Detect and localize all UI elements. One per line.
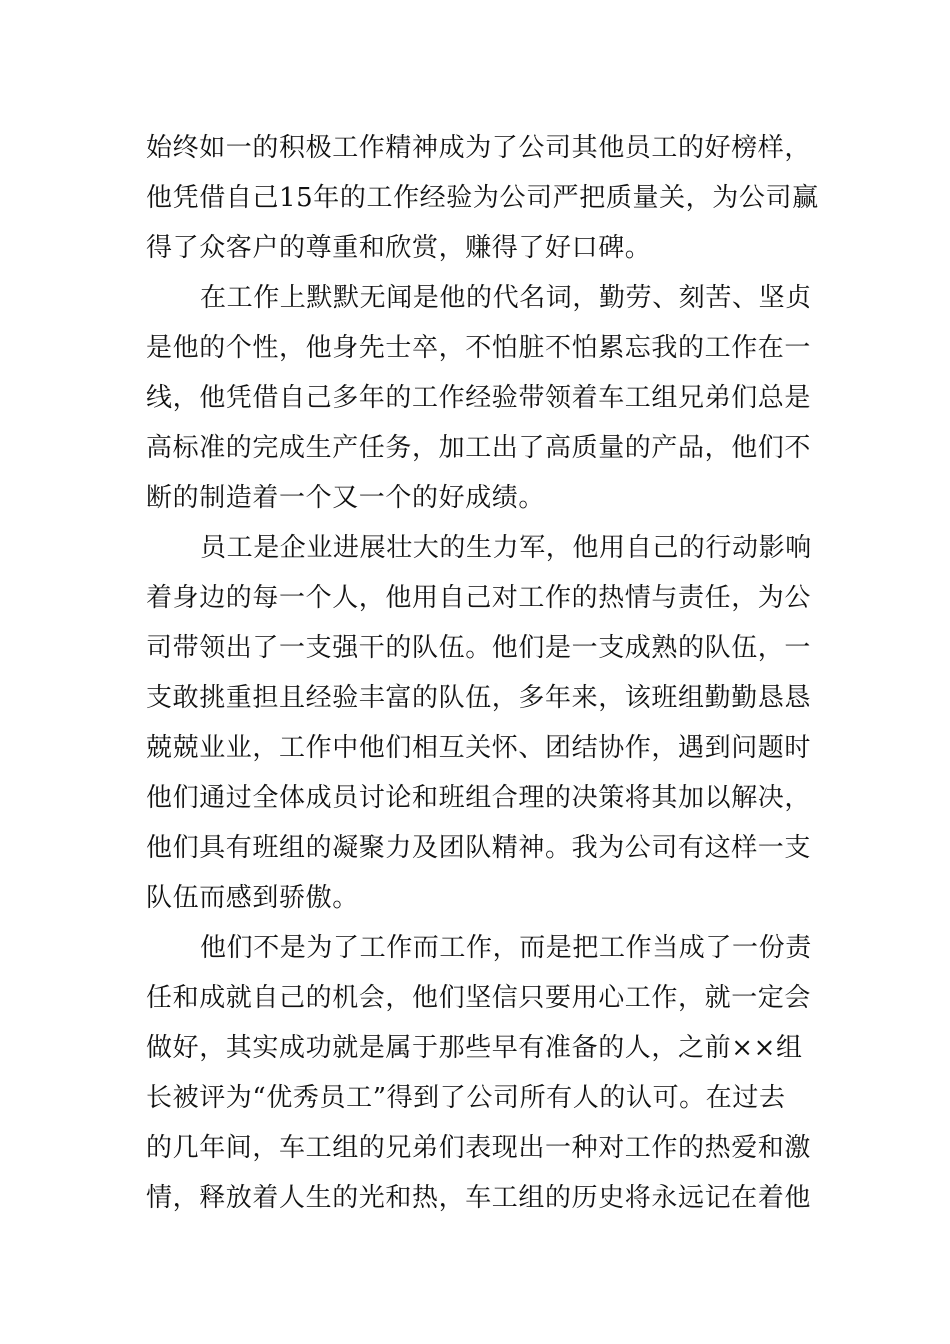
paragraph-first-line: 他们不是为了工作而工作，而是把工作当成了一份责 <box>200 933 812 963</box>
text-line: 队伍而感到骄傲。 <box>146 883 359 913</box>
text-line: 高标准的完成生产任务，加工出了高质量的产品，他们不 <box>146 433 812 463</box>
text-line: 兢兢业业，工作中他们相互关怀、团结协作，遇到问题时 <box>146 733 812 763</box>
text-line: 线，他凭借自己多年的工作经验带领着车工组兄弟们总是 <box>146 383 812 413</box>
text-line: 支敢挑重担且经验丰富的队伍，多年来，该班组勤勤恳恳 <box>146 683 812 713</box>
text-line: 任和成就自己的机会，他们坚信只要用心工作，就一定会 <box>146 983 812 1013</box>
text-line: 长被评为“优秀员工”得到了公司所有人的认可。在过去 <box>146 1083 786 1113</box>
text-line: 他凭借自己15年的工作经验为公司严把质量关，为公司赢 <box>146 183 819 213</box>
text-line: 他们具有班组的凝聚力及团队精神。我为公司有这样一支 <box>146 833 812 863</box>
text-line: 始终如一的积极工作精神成为了公司其他员工的好榜样， <box>146 133 812 163</box>
paragraph-first-line: 员工是企业进展壮大的生力军，他用自己的行动影响 <box>200 533 812 563</box>
text-line: 司带领出了一支强干的队伍。他们是一支成熟的队伍，一 <box>146 633 812 663</box>
text-line: 的几年间，车工组的兄弟们表现出一种对工作的热爱和激 <box>146 1133 812 1163</box>
text-line: 情，释放着人生的光和热，车工组的历史将永远记在着他 <box>146 1183 812 1213</box>
text-line: 做好，其实成功就是属于那些早有准备的人，之前××组 <box>146 1033 803 1063</box>
text-line: 断的制造着一个又一个的好成绩。 <box>146 483 546 513</box>
text-line: 他们通过全体成员讨论和班组合理的决策将其加以解决， <box>146 783 812 813</box>
text-line: 是他的个性，他身先士卒，不怕脏不怕累忘我的工作在一 <box>146 333 812 363</box>
paragraph-first-line: 在工作上默默无闻是他的代名词，勤劳、刻苦、坚贞 <box>200 283 812 313</box>
text-line: 着身边的每一个人，他用自己对工作的热情与责任，为公 <box>146 583 812 613</box>
text-line: 得了众客户的尊重和欣赏，赚得了好口碑。 <box>146 233 652 263</box>
document-page <box>146 123 819 1223</box>
